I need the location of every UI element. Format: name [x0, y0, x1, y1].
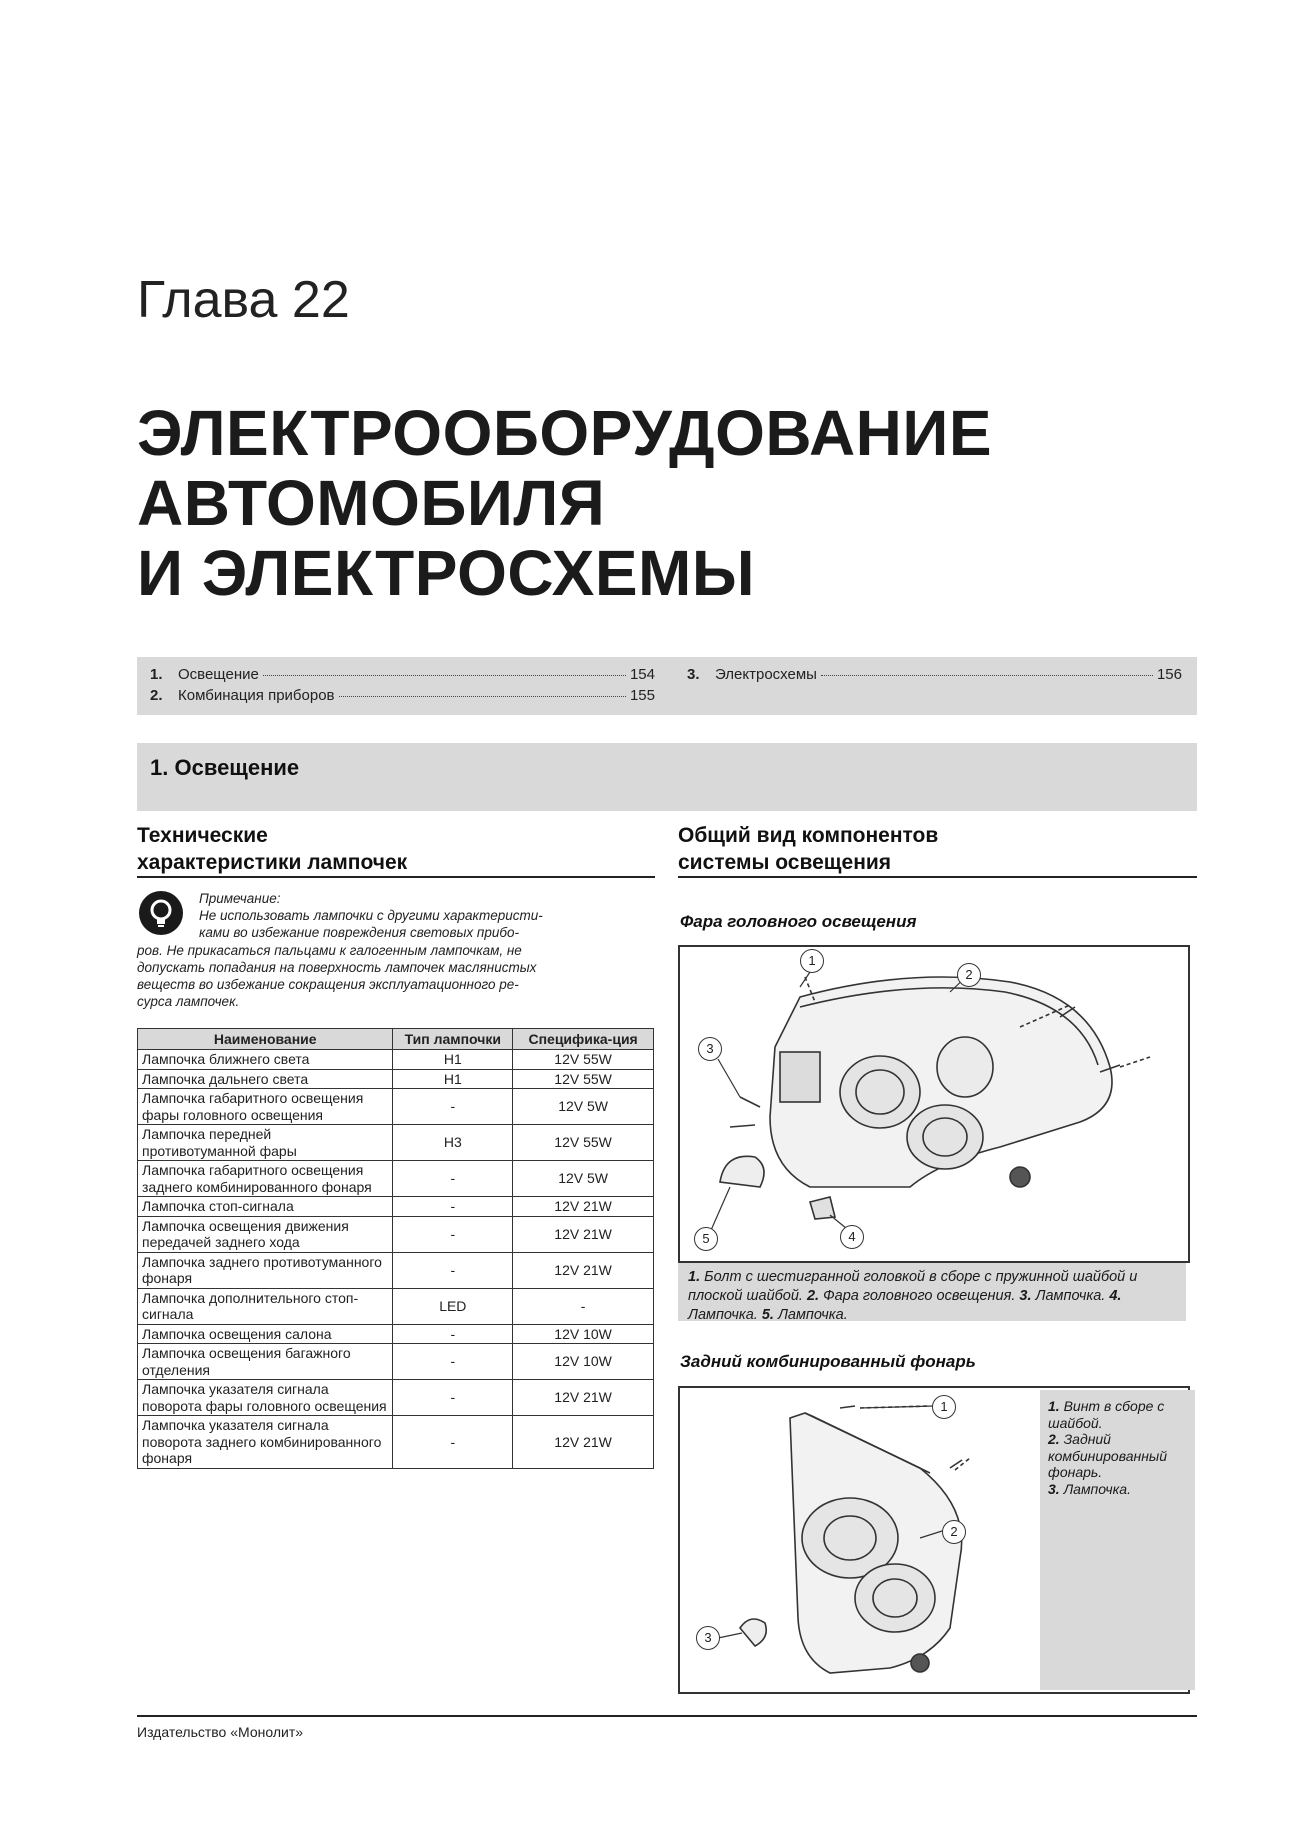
- legend-number: 2.: [806, 1288, 820, 1304]
- chapter-title-line: ЭЛЕКТРООБОРУДОВАНИЕ: [137, 397, 993, 469]
- headlamp-legend: [678, 1263, 1186, 1321]
- lamp-type-cell: -: [393, 1380, 513, 1416]
- legend-text: Винт в сборе с шайбой.: [1048, 1398, 1165, 1431]
- legend-number: 3.: [1048, 1480, 1060, 1497]
- lamp-spec-cell: 12V 21W: [513, 1252, 654, 1288]
- lamp-name-cell: Лампочка дальнего света: [138, 1069, 393, 1089]
- lamp-spec-cell: 12V 10W: [513, 1324, 654, 1344]
- chapter-title-line: И ЭЛЕКТРОСХЕМЫ: [137, 537, 755, 609]
- legend-text: Фара головного освещения.: [823, 1288, 1016, 1304]
- lamp-type-cell: H3: [393, 1125, 513, 1161]
- lamp-type-cell: -: [393, 1216, 513, 1252]
- lamp-type-cell: -: [393, 1344, 513, 1380]
- legend-number: 2.: [1048, 1431, 1060, 1447]
- callout-1: 1: [932, 1395, 956, 1419]
- footer-rule: [137, 1715, 1197, 1717]
- heading-line: Технические: [137, 824, 268, 847]
- table-row: [138, 1069, 654, 1089]
- callout-2: 2: [942, 1520, 966, 1544]
- table-row: [138, 1161, 654, 1197]
- headlamp-figure: [678, 945, 1190, 1263]
- legend-item: [1048, 1481, 1187, 1498]
- legend-number: 1.: [1048, 1398, 1060, 1414]
- legend-item: [1048, 1398, 1187, 1431]
- table-header: Наименование: [138, 1029, 393, 1050]
- lamp-name-cell: Лампочка стоп-сигнала: [138, 1197, 393, 1217]
- legend-number: 1.: [688, 1269, 701, 1285]
- table-row: [138, 1252, 654, 1288]
- toc-item[interactable]: [150, 666, 655, 683]
- callout-3: 3: [698, 1037, 722, 1061]
- heading-line: Общий вид компонентов: [678, 824, 939, 847]
- toc-page: 156: [1156, 666, 1182, 683]
- lamp-name-cell: Лампочка освещения движения передачей заднего хода: [138, 1216, 393, 1252]
- publisher-footer: Издательство «Монолит»: [137, 1724, 304, 1740]
- taillamp-legend: [1040, 1390, 1195, 1690]
- legend-text: Лампочка.: [1063, 1480, 1131, 1497]
- lamp-name-cell: Лампочка габаритного освещения заднего комбинированного фонаря: [138, 1161, 393, 1197]
- toc-item[interactable]: [687, 666, 1182, 683]
- note-line: ров. Не прикасаться пальцами к галогенным лампочкам, не: [137, 942, 522, 958]
- note-line: Не использовать лампочки с другими характеристи-: [199, 908, 543, 924]
- toc-number: 1.: [150, 666, 163, 683]
- note-text: [137, 890, 657, 1010]
- note-label: Примечание:: [199, 891, 281, 906]
- heading-line: характеристики лампочек: [137, 851, 408, 874]
- legend-number: 5.: [761, 1307, 774, 1323]
- lamp-type-cell: H1: [393, 1050, 513, 1070]
- legend-item: [1048, 1431, 1187, 1481]
- note-line: ками во избежание повреждения световых прибо-: [199, 925, 519, 941]
- lamp-spec-cell: 12V 21W: [513, 1380, 654, 1416]
- table-row: [138, 1050, 654, 1070]
- callout-4: 4: [840, 1225, 864, 1249]
- lamp-spec-cell: 12V 5W: [513, 1161, 654, 1197]
- lamp-name-cell: Лампочка указателя сигнала поворота заднего комбинированного фонаря: [138, 1416, 393, 1469]
- toc-page: 154: [629, 666, 655, 683]
- table-row: [138, 1197, 654, 1217]
- table-row: [138, 1416, 654, 1469]
- toc-number: 2.: [150, 687, 163, 704]
- lamp-type-cell: -: [393, 1252, 513, 1288]
- lamp-spec-cell: 12V 10W: [513, 1344, 654, 1380]
- lamp-name-cell: Лампочка ближнего света: [138, 1050, 393, 1070]
- lamp-name-cell: Лампочка дополнительного стоп-сигнала: [138, 1288, 393, 1324]
- headlamp-caption: Фара головного освещения: [680, 912, 917, 931]
- callout-2: 2: [957, 963, 981, 987]
- toc-title: Освещение: [178, 666, 259, 683]
- table-row: [138, 1089, 654, 1125]
- lamp-name-cell: Лампочка освещения салона: [138, 1324, 393, 1344]
- lamp-name-cell: Лампочка освещения багажного отделения: [138, 1344, 393, 1380]
- toc-title: Комбинация приборов: [178, 687, 335, 704]
- toc-page: 155: [629, 687, 655, 704]
- callout-1: 1: [800, 949, 824, 973]
- lamp-type-cell: -: [393, 1089, 513, 1125]
- callout-3: 3: [696, 1626, 720, 1650]
- heading-rule: [678, 876, 1197, 878]
- lamp-spec-cell: 12V 21W: [513, 1416, 654, 1469]
- lamp-type-cell: -: [393, 1416, 513, 1469]
- note-line: сурса лампочек.: [137, 994, 240, 1010]
- lamp-spec-cell: -: [513, 1288, 654, 1324]
- lamp-spec-cell: 12V 55W: [513, 1050, 654, 1070]
- chapter-label: Глава 22: [137, 271, 350, 329]
- table-row: [138, 1324, 654, 1344]
- lamp-type-cell: H1: [393, 1069, 513, 1089]
- table-header: Специфика-ция: [513, 1029, 654, 1050]
- legend-number: 4.: [1109, 1288, 1122, 1304]
- lamp-spec-cell: 12V 5W: [513, 1089, 654, 1125]
- table-header-row: [138, 1029, 654, 1050]
- heading-line: системы освещения: [678, 851, 892, 874]
- lamp-type-cell: -: [393, 1324, 513, 1344]
- note-line: допускать попадания на поверхность лампочек маслянистых: [137, 959, 537, 975]
- toc-number: 3.: [687, 666, 700, 683]
- legend-text: Болт с шестигранной головкой в сборе с пружинной шайбой и плоской шайбой.: [688, 1269, 1138, 1304]
- heading-rule: [137, 876, 655, 878]
- left-heading: [137, 822, 407, 876]
- lamp-spec-cell: 12V 21W: [513, 1216, 654, 1252]
- lamp-spec-table: [137, 1028, 654, 1469]
- chapter-title: [137, 398, 992, 608]
- section-name: Освещение: [174, 755, 300, 780]
- lamp-type-cell: -: [393, 1197, 513, 1217]
- legend-number: 3.: [1019, 1288, 1032, 1304]
- legend-text: Лампочка.: [688, 1307, 758, 1323]
- lamp-spec-cell: 12V 21W: [513, 1197, 654, 1217]
- lamp-name-cell: Лампочка передней противотуманной фары: [138, 1125, 393, 1161]
- lamp-name-cell: Лампочка указателя сигнала поворота фары головного освещения: [138, 1380, 393, 1416]
- legend-text: Лампочка.: [1035, 1288, 1106, 1304]
- toc-item[interactable]: [150, 687, 655, 704]
- lamp-type-cell: -: [393, 1161, 513, 1197]
- toc-leader: [263, 675, 626, 676]
- toc-leader: [339, 696, 626, 697]
- table-row: [138, 1125, 654, 1161]
- table-row: [138, 1288, 654, 1324]
- toc-box: [137, 657, 1197, 715]
- right-heading: [678, 822, 938, 876]
- table-header: Тип лампочки: [393, 1029, 513, 1050]
- lamp-spec-cell: 12V 55W: [513, 1069, 654, 1089]
- legend-text: Задний комбинированный фонарь.: [1048, 1431, 1167, 1480]
- section-number: 1.: [150, 755, 169, 780]
- taillamp-caption: Задний комбинированный фонарь: [680, 1352, 976, 1371]
- lamp-name-cell: Лампочка заднего противотуманного фонаря: [138, 1252, 393, 1288]
- legend-text: Лампочка.: [777, 1307, 848, 1323]
- toc-title: Электросхемы: [715, 666, 817, 683]
- lamp-name-cell: Лампочка габаритного освещения фары головного освещения: [138, 1089, 393, 1125]
- note-line: веществ во избежание сокращения эксплуатационного ре-: [137, 977, 519, 993]
- lamp-type-cell: LED: [393, 1288, 513, 1324]
- section-title: [150, 755, 299, 781]
- callout-5: 5: [694, 1227, 718, 1251]
- toc-leader: [821, 675, 1153, 676]
- lamp-spec-cell: 12V 55W: [513, 1125, 654, 1161]
- table-row: [138, 1216, 654, 1252]
- chapter-title-line: АВТОМОБИЛЯ: [137, 467, 606, 539]
- table-row: [138, 1344, 654, 1380]
- headlamp-drawing: [680, 947, 1188, 1261]
- table-row: [138, 1380, 654, 1416]
